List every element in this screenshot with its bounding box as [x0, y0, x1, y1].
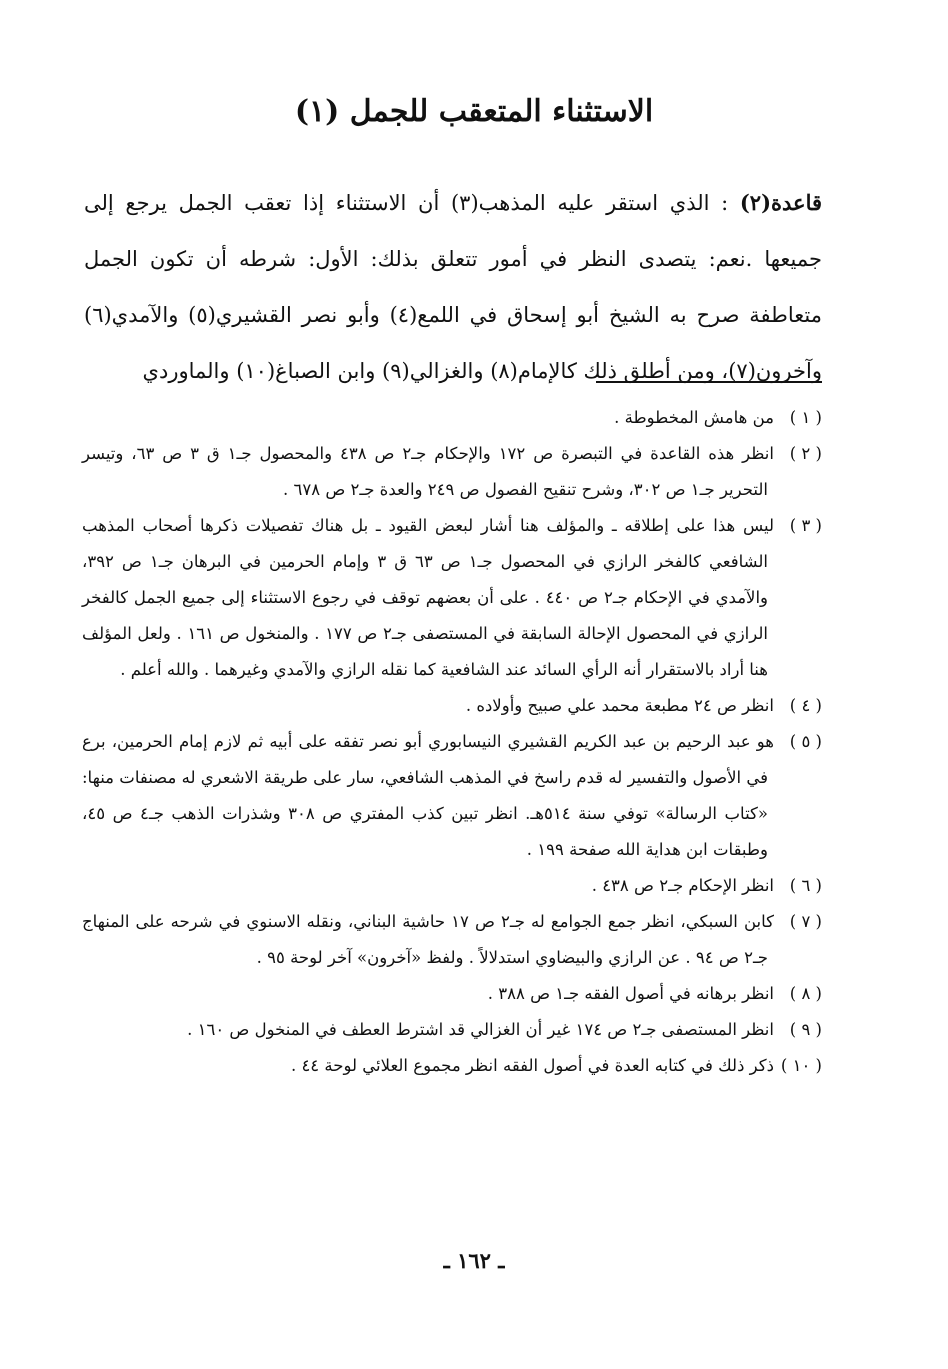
footnote-number: ( ١ )	[789, 408, 822, 427]
footnote-text: كابن السبكي، انظر جمع الجوامع له جـ٢ ص ١٧ حاشية البناني، ونقله الاسنوي في شرحه على المنهاج جـ٢ ص ٩٤ . عن الرازي والبيضاوي استدلالاً . ولفظ «آخرون» آخر لوحة ٩٥ .	[82, 912, 774, 967]
footnote	[82, 904, 822, 976]
footnote-number: ( ١٠ )	[780, 1056, 822, 1075]
footnote	[82, 724, 822, 868]
footnote-text: من هامش المخطوطة .	[614, 408, 774, 427]
page-title: الاستثناء المتعقب للجمل (١)	[294, 94, 654, 129]
footnote-number: ( ٦ )	[789, 876, 822, 895]
footnote-text: انظر هذه القاعدة في التبصرة ص ١٧٢ والإحكام جـ٢ ص ٤٣٨ والمحصول جـ١ ق ٣ ص ٦٣، وتيسر التحرير جـ١ ص ٣٠٢، وشرح تنقيح الفصول ص ٢٤٩ والعدة جـ٢ ص ٦٧٨ .	[82, 444, 774, 499]
footnote-text: ذكر ذلك في كتابه العدة في أصول الفقه انظر مجموع العلائي لوحة ٤٤ .	[290, 1056, 774, 1075]
footnote-number: ( ٧ )	[789, 912, 822, 931]
main-paragraph	[84, 175, 822, 399]
footnote	[82, 508, 822, 688]
footnote-number: ( ٤ )	[789, 696, 822, 715]
footnote-number: ( ٨ )	[789, 984, 822, 1003]
footnote	[82, 436, 822, 508]
footnote-text: انظر الإحكام جـ٢ ص ٤٣٨ .	[591, 876, 774, 895]
footnote	[82, 1048, 822, 1084]
page-number: ـ ١٦٢ ـ	[443, 1248, 505, 1273]
footnote	[82, 400, 822, 436]
footnotes	[82, 400, 822, 1084]
footnote-number: ( ٣ )	[789, 516, 822, 535]
main-paragraph-text: : الذي استقر عليه المذهب(٣) أن الاستثناء إذا تعقب الجمل يرجع إلى جميعها .نعم: يتصدى النظر في أمور تتعلق بذلك: الأول: شرطه أن تكون الجمل متعاطفة صرح به الشيخ أبو إسحاق في اللمع(٤) وأبو نصر القشيري(٥) والآمدي(٦) وآخرون(٧)، ومن أطلق ذلك كالإمام(٨) والغزالي(٩) وابن الصباغ(١٠) والماوردي	[84, 191, 822, 383]
footnote-text: ليس هذا على إطلاقه ـ والمؤلف هنا أشار لبعض القيود ـ بل هناك تفصيلات ذكرها أصحاب المذهب الشافعي كالفخر الرازي في المحصول جـ١ ص ٦٣ ق ٣ وإمام الحرمين في البرهان جـ١ ص ٣٩٢، والآمدي في الإحكام جـ٢ ص ٤٤٠ . على أن بعضهم توقف في رجوع الاستثناء إلى جميع الجمل كالفخر الرازي في المحصول الإحالة السابقة في المستصفى جـ٢ ص ١٧٧ . والمنخول ص ١٦١ . ولعل المؤلف هنا أراد بالاستقرار أنه الرأي السائد عند الشافعية كما نقله الرازي والآمدي وغيرهما . والله أعلم .	[82, 516, 774, 679]
rule-label: قاعدة(٢)	[739, 190, 823, 215]
footnote-text: انظر ص ٢٤ مطبعة محمد علي صبيح وأولاده .	[465, 696, 774, 715]
footnote-divider	[596, 381, 822, 383]
footnote-number: ( ٥ )	[789, 732, 822, 751]
footnote	[82, 1012, 822, 1048]
footnote-number: ( ٩ )	[789, 1020, 822, 1039]
footnote-number: ( ٢ )	[789, 444, 822, 463]
footnote-text: هو عبد الرحيم بن عبد الكريم القشيري النيسابوري أبو نصر تفقه على أبيه ثم لازم إمام الحرمين، برع في الأصول والتفسير له قدم راسخ في المذهب الشافعي، سار على طريقة الاشعري له مصنفات منها: «كتاب الرسالة» توفي سنة ٥١٤هـ. انظر تبين كذب المفتري ص ٣٠٨ وشذرات الذهب جـ٤ ص ٤٥، وطبقات ابن هداية الله صفحة ١٩٩ .	[82, 732, 774, 859]
footnote	[82, 688, 822, 724]
footnote	[82, 868, 822, 904]
footnote	[82, 976, 822, 1012]
footnote-text: انظر المستصفى جـ٢ ص ١٧٤ غير أن الغزالي قد اشترط العطف في المنخول ص ١٦٠ .	[187, 1020, 774, 1039]
footnote-text: انظر برهانه في أصول الفقه جـ١ ص ٣٨٨ .	[487, 984, 774, 1003]
